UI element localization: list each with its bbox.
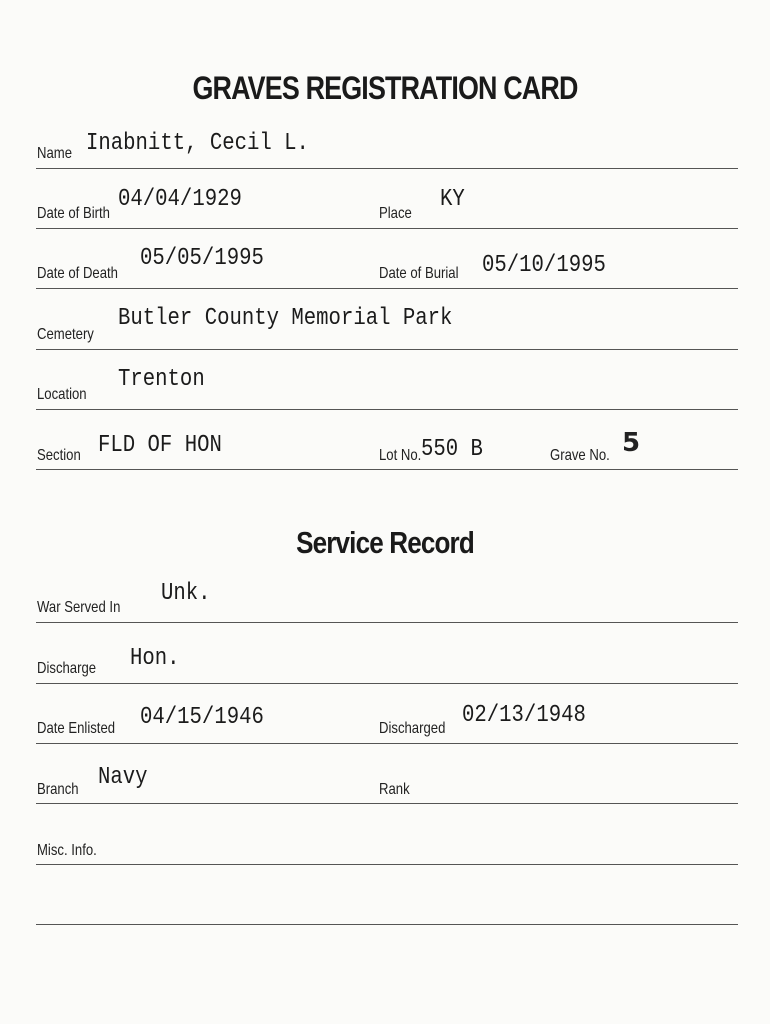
enlisted-label: Date Enlisted — [37, 720, 116, 737]
dob-value: 04/04/1929 — [118, 186, 242, 213]
place-value: KY — [440, 186, 465, 213]
grave-label: Grave No. — [550, 447, 610, 464]
place-label: Place — [379, 205, 412, 222]
rule-enlisted — [36, 743, 738, 744]
rule-branch — [36, 803, 738, 804]
war-label: War Served In — [37, 599, 121, 616]
burial-value: 05/10/1995 — [482, 252, 606, 279]
discharge-label: Discharge — [37, 660, 97, 677]
rule-section — [36, 469, 738, 470]
card-title: GRAVES REGISTRATION CARD — [192, 70, 578, 106]
branch-label: Branch — [37, 781, 79, 798]
grave-value: 5 — [622, 428, 641, 458]
rule-dod — [36, 288, 738, 289]
name-label: Name — [37, 145, 73, 162]
dod-label: Date of Death — [37, 265, 118, 282]
rule-location — [36, 409, 738, 410]
service-record-title: Service Record — [296, 525, 474, 560]
rule-cemetery — [36, 349, 738, 350]
section-value: FLD OF HON — [98, 432, 222, 459]
cemetery-value: Butler County Memorial Park — [118, 305, 453, 332]
dod-value: 05/05/1995 — [140, 245, 264, 272]
rule-extra — [36, 924, 738, 925]
burial-label: Date of Burial — [379, 265, 459, 282]
discharged-label: Discharged — [379, 720, 446, 737]
rule-discharge — [36, 683, 738, 684]
discharge-value: Hon. — [130, 645, 180, 672]
rule-war — [36, 622, 738, 623]
cemetery-label: Cemetery — [37, 326, 94, 343]
dob-label: Date of Birth — [37, 205, 110, 222]
section-label: Section — [37, 447, 81, 464]
rank-label: Rank — [379, 781, 410, 798]
lot-label: Lot No. — [379, 447, 422, 464]
discharged-value: 02/13/1948 — [462, 702, 586, 729]
lot-value: 550 B — [421, 436, 483, 463]
war-value: Unk. — [161, 580, 211, 607]
rule-name — [36, 168, 738, 169]
misc-label: Misc. Info. — [37, 842, 97, 859]
branch-value: Navy — [98, 764, 148, 791]
name-value: Inabnitt, Cecil L. — [86, 130, 309, 157]
rule-misc — [36, 864, 738, 865]
location-label: Location — [37, 386, 87, 403]
location-value: Trenton — [118, 366, 205, 393]
rule-dob — [36, 228, 738, 229]
enlisted-value: 04/15/1946 — [140, 704, 264, 731]
